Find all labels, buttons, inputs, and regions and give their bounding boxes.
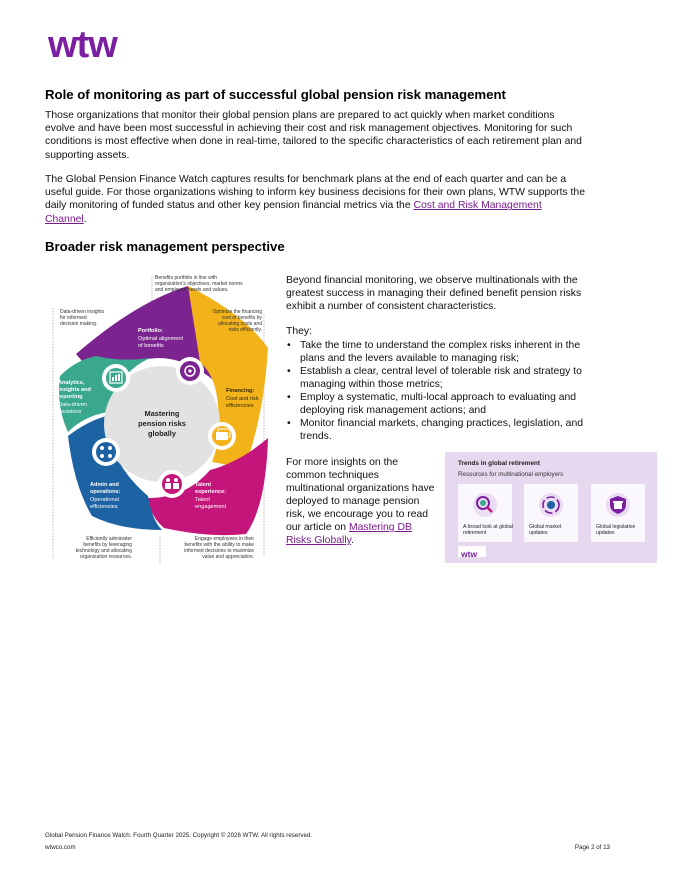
globe-cycle-icon [538,492,564,518]
list-item: • Monitor financial markets, changing practices, legislation, and trends. [286,417,586,443]
footer-copyright: Global Pension Finance Watch: Fourth Quarter 2025. Copyright © 2026 WTW. All rights reserved. [45,832,313,839]
cost-risk-channel-link[interactable]: Cost and Risk Management Channel [45,200,542,225]
promo-wtw-logo [458,546,486,557]
characteristics-list [286,339,586,443]
logo-text: wtw [48,26,117,66]
perspective-intro: Beyond financial monitoring, we observe multinationals with the greatest success in managing their defined benefit pension risks exhibit a number of consistent characteristics. [286,275,582,312]
finance-watch-text: The Global Pension Finance Watch captures results for benchmark plans at the end of each quarter and can be a useful guide. For those organizations wishing to inform key business decisions for their own plans, WTW supports the daily monitoring of funded status and other key pension financial metrics via the [45,174,585,212]
financing-title: Financing: [226,388,255,394]
portfolio-sub-1: Optimal alignment [138,336,184,342]
trends-promo-panel[interactable] [445,452,657,563]
callout-bottom-right-4: value and appreciation. [202,554,254,560]
footer-page-number: Page 2 of 13 [574,844,610,851]
callout-top-right-1: Optimize the financing [212,309,262,315]
callout-top-3: and employee needs and values. [155,287,229,293]
callout-top-right-3: allocating costs and [218,321,262,327]
callout-bottom-right-1: Engage employees in their [194,536,254,542]
more-insights-end: . [351,535,354,546]
finance-watch-paragraph [45,173,585,226]
admin-sub-1: Operational [90,497,119,503]
portfolio-sub-2: of benefits [138,343,164,349]
callout-left-2: for informed [60,315,87,321]
talent-icon [158,470,186,498]
analytics-icon [102,364,130,392]
callout-bottom-left-2: benefits by leveraging [83,542,132,548]
more-insights-paragraph [286,456,436,547]
promo-card-label: Global market updates [529,524,562,537]
shield-building-icon [605,492,631,518]
wtw-logo [48,26,144,66]
callout-top-2: organization's objectives, market norms [155,281,243,287]
center-title-line-2: pension risks [138,419,186,428]
magnifier-globe-icon [472,492,498,518]
finance-watch-end: . [83,213,87,225]
they-label: They: [286,326,312,337]
financing-sub-1: Cost and risk [226,396,259,402]
analytics-sub-1: Data-driven [58,402,87,408]
list-item: • Establish a clear, central level of tolerable risk and strategy to managing within those metrics; [286,365,586,391]
admin-sub-2: efficiencies [90,504,118,510]
analytics-title-2: insights and [58,387,91,393]
promo-card-legislative-updates[interactable] [591,484,645,542]
analytics-title-1: Analytics, [58,380,85,386]
list-item: • Employ a systematic, multi-local approach to evaluating and deploying risk management actions; and [286,391,586,417]
callout-left-3: decision making. [60,321,98,327]
admin-title-1: Admin and [90,482,119,488]
callout-bottom-left-1: Efficiently administer [86,536,132,542]
mastering-db-risks-link[interactable]: Mastering DB Risks Globally [286,522,412,546]
promo-title: Trends in global retirement [458,460,541,467]
admin-icon [92,438,120,466]
center-title-line-3: globally [148,429,176,438]
promo-card-label: Global legislative updates [596,524,636,537]
more-insights-text: For more insights on the common techniques multinational organizations have deployed to manage pension risk, we encourage you to read our article on [286,457,435,533]
footer-site: wtwco.com [45,844,76,851]
promo-card-global-retirement[interactable] [458,484,512,542]
callout-bottom-left-3: technology and allocating [75,548,132,554]
financing-sub-2: efficiencies [226,403,254,409]
promo-logo-text: wtw [461,549,478,559]
list-item: • Take the time to understand the complex risks inherent in the plans and the levers available to managing risk; [286,339,586,365]
callout-left-1: Data-driven insights [60,309,105,315]
talent-sub-2: engagement [195,504,227,510]
portfolio-title: Portfolio: [138,328,163,334]
promo-card-market-updates[interactable] [524,484,578,542]
callout-top-1: Benefits portfolio in line with [155,275,217,281]
talent-sub-1: Talent [195,497,210,503]
analytics-sub-2: decisions [58,409,82,415]
promo-card-label: A broad look at global retirement [463,524,513,537]
mastering-risks-infographic [40,266,276,568]
section-heading-perspective: Broader risk management perspective [45,239,285,254]
admin-title-2: operations: [90,489,121,495]
callout-top-right-2: cost of benefits by [221,315,262,321]
callout-bottom-right-3: informed decisions to maximize [184,548,254,554]
talent-title-1: Talent [195,482,212,488]
center-title-line-1: Mastering [144,409,180,418]
financing-icon [208,422,236,450]
monitoring-paragraph: Those organizations that monitor their global pension plans are prepared to act quickly when market conditions evolve and have been most successful in achieving their cost and risk management objectives. Monitoring for such conditions is most effective when done in real-time, tailored to the specific characteristics of each retirement plan and supporting assets. [45,110,582,161]
talent-title-2: experience: [195,489,227,495]
analytics-title-3: reporting [58,394,83,400]
callout-top-right-4: risks efficiently. [228,327,262,333]
portfolio-icon [176,357,204,385]
section-heading-monitoring: Role of monitoring as part of successful global pension risk management [45,87,506,102]
callout-bottom-right-2: benefits with the ability to make [184,542,254,548]
promo-subtitle: Resources for multinational employers [458,471,564,478]
callout-bottom-left-4: organization resources. [80,554,132,560]
